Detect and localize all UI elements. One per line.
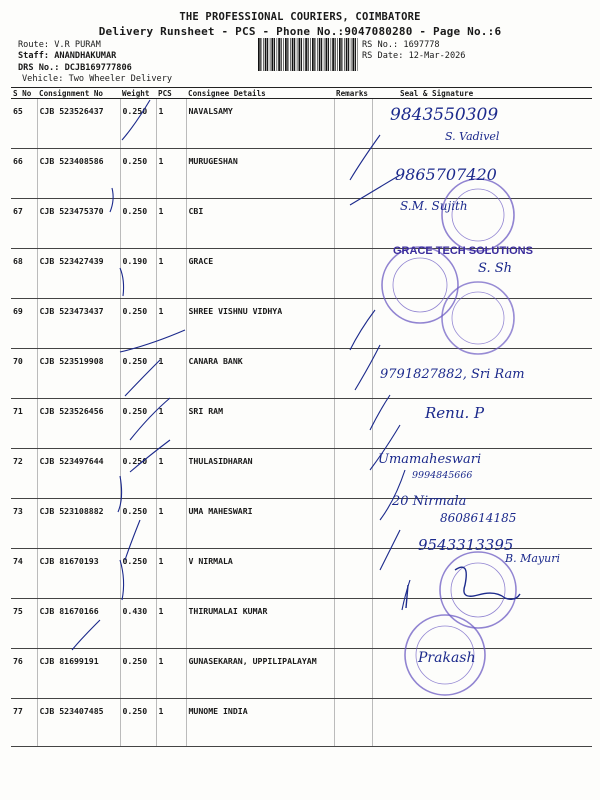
table-row [11,199,592,249]
barcode-bar [258,38,260,71]
pcs-cell: 1 [156,99,186,149]
sno-cell: 66 [11,149,37,199]
barcode-bar [328,38,329,71]
consignment-cell: CJB 81670166 [37,599,120,649]
barcode-bar [267,38,268,71]
barcode-bar [292,38,294,71]
signature-cell [372,99,592,149]
weight-cell: 0.250 [120,699,156,747]
weight-cell: 0.430 [120,599,156,649]
consignment-cell: CJB 81699191 [37,649,120,699]
barcode-bar [263,38,264,71]
barcode-bar [270,38,271,71]
signature-cell [372,249,592,299]
consignee-cell: V NIRMALA [186,549,334,599]
sno-cell: 72 [11,449,37,499]
barcode-bar [344,38,345,71]
barcode-bar [324,38,325,71]
barcode-bar [339,38,341,71]
col-sno: S No [11,88,37,99]
consignee-cell: UMA MAHESWARI [186,499,334,549]
barcode-bar [331,38,332,71]
remarks-cell [334,299,372,349]
barcode-bar [326,38,328,71]
consignment-cell: CJB 523519908 [37,349,120,399]
rs-number: RS No.: 1697778 [362,40,440,50]
consignment-cell: CJB 523526456 [37,399,120,449]
col-signature: Seal & Signature [372,88,592,99]
remarks-cell [334,399,372,449]
signature-cell [372,149,592,199]
barcode-bar [287,38,288,71]
barcode-bar [260,38,261,71]
consignment-cell: CJB 81670193 [37,549,120,599]
sno-cell: 74 [11,549,37,599]
consignment-cell: CJB 523526437 [37,99,120,149]
signature-cell [372,649,592,699]
barcode-bar [348,38,349,71]
signature-cell [372,199,592,249]
hw-sig-73: Umamaheswari [378,452,482,467]
weight-cell: 0.250 [120,399,156,449]
table-header-row [11,88,592,99]
sno-cell: 76 [11,649,37,699]
sno-cell: 73 [11,499,37,549]
company-name: THE PROFESSIONAL COURIERS, COIMBATORE [179,11,421,23]
hw-sig-67: S.M. Sujith [400,199,468,213]
barcode-bar [281,38,282,71]
barcode-bar [355,38,356,71]
signature-cell [372,499,592,549]
hw-phone-66: 9865707420 [395,165,497,184]
barcode-bar [285,38,287,71]
pcs-cell: 1 [156,199,186,249]
table-row [11,599,592,649]
barcode-bar [319,38,321,71]
consignee-cell: NAVALSAMY [186,99,334,149]
pcs-cell: 1 [156,649,186,699]
table-row [11,99,592,149]
barcode-bar [305,38,307,71]
hw-sig-68: S. Sh [478,261,512,276]
remarks-cell [334,449,372,499]
table-row [11,249,592,299]
sno-cell: 68 [11,249,37,299]
pcs-cell: 1 [156,399,186,449]
remarks-cell [334,199,372,249]
remarks-cell [334,549,372,599]
consignee-cell: CANARA BANK [186,349,334,399]
barcode-bar [308,38,309,71]
remarks-cell [334,149,372,199]
consignee-cell: MUNOME INDIA [186,699,334,747]
consignment-cell: CJB 523408586 [37,149,120,199]
barcode-bar [277,38,278,71]
barcode-bar [272,38,274,71]
hw-sig-72: Renu. P [425,404,485,422]
table-row [11,699,592,747]
sno-cell: 70 [11,349,37,399]
remarks-cell [334,99,372,149]
consignment-cell: CJB 523108882 [37,499,120,549]
signature-cell [372,599,592,649]
barcode-bar [312,38,314,71]
barcode [258,38,358,71]
sno-cell: 67 [11,199,37,249]
runsheet-title: Delivery Runsheet - PCS - Phone No.:9047080280 - Page No.:6 [98,25,502,38]
sno-cell: 71 [11,399,37,449]
remarks-cell [334,649,372,699]
weight-cell: 0.250 [120,199,156,249]
signature-cell [372,449,592,499]
pcs-cell: 1 [156,349,186,399]
remarks-cell [334,249,372,299]
hw-phone-71: 9791827882, Sri Ram [380,367,525,382]
vehicle-label: Vehicle: Two Wheeler Delivery [22,74,173,84]
table-row [11,349,592,399]
hw-phone-75: 9543313395 [418,536,514,554]
table-row [11,449,592,499]
col-consignment: Consignment No [37,88,120,99]
consignment-cell: CJB 523475370 [37,199,120,249]
remarks-cell [334,699,372,747]
pcs-cell: 1 [156,299,186,349]
consignment-cell: CJB 523407485 [37,699,120,747]
weight-cell: 0.250 [120,349,156,399]
consignee-cell: MURUGESHAN [186,149,334,199]
consignee-cell: THULASIDHARAN [186,449,334,499]
remarks-cell [334,499,372,549]
remarks-cell [334,599,372,649]
pcs-cell: 1 [156,699,186,747]
barcode-bar [304,38,305,71]
consignee-cell: SHREE VISHNU VIDHYA [186,299,334,349]
consignment-cell: CJB 523427439 [37,249,120,299]
hw-phone-73: 9994845666 [412,470,473,481]
consignment-cell: CJB 523497644 [37,449,120,499]
col-pcs: PCS [156,88,186,99]
table-row [11,549,592,599]
barcode-bar [337,38,338,71]
col-weight: Weight [120,88,156,99]
barcode-bar [332,38,334,71]
barcode-bar [335,38,336,71]
barcode-bar [346,38,348,71]
table-row [11,649,592,699]
signature-cell [372,699,592,747]
consignment-cell: CJB 523473437 [37,299,120,349]
delivery-table [11,87,592,747]
consignee-cell: GUNASEKARAN, UPPILIPALAYAM [186,649,334,699]
sno-cell: 77 [11,699,37,747]
barcode-bar [351,38,352,71]
weight-cell: 0.250 [120,299,156,349]
sno-cell: 65 [11,99,37,149]
weight-cell: 0.250 [120,649,156,699]
table-row [11,499,592,549]
signature-cell [372,349,592,399]
pcs-cell: 1 [156,549,186,599]
signature-cell [372,299,592,349]
route-label: Route: V.R PURAM [18,40,101,50]
weight-cell: 0.250 [120,499,156,549]
pcs-cell: 1 [156,449,186,499]
consignee-cell: CBI [186,199,334,249]
barcode-bar [353,38,355,71]
barcode-bar [299,38,301,71]
barcode-bar [290,38,291,71]
barcode-bar [321,38,322,71]
pcs-cell: 1 [156,499,186,549]
pcs-cell: 1 [156,599,186,649]
barcode-bar [317,38,318,71]
weight-cell: 0.250 [120,99,156,149]
table-row [11,399,592,449]
barcode-bar [278,38,280,71]
hw-phone-65: 9843550309 [390,105,499,125]
hw-sig-65: S. Vadivel [445,130,500,143]
staff-label: Staff: ANANDHAKUMAR [18,51,117,61]
sno-cell: 69 [11,299,37,349]
barcode-bar [301,38,302,71]
consignee-cell: SRI RAM [186,399,334,449]
hw-sig-75: B. Mayuri [505,552,560,565]
barcode-bar [297,38,298,71]
barcode-bar [283,38,284,71]
barcode-bar [314,38,315,71]
barcode-bar [310,38,311,71]
consignee-cell: THIRUMALAI KUMAR [186,599,334,649]
signature-cell [372,399,592,449]
barcode-bar [274,38,275,71]
barcode-bar [341,38,342,71]
remarks-cell [334,349,372,399]
consignee-cell: GRACE [186,249,334,299]
pcs-cell: 1 [156,149,186,199]
hw-sig-74: 20 Nirmala [392,494,467,509]
col-remarks: Remarks [334,88,372,99]
barcode-bar [294,38,295,71]
drs-number: DRS No.: DCJB169777806 [18,63,132,73]
signature-cell [372,549,592,599]
col-consignee: Consignee Details [186,88,334,99]
grace-stamp-text: GRACE TECH SOLUTIONS [393,245,533,257]
barcode-bar [265,38,267,71]
table-row [11,149,592,199]
weight-cell: 0.250 [120,449,156,499]
sno-cell: 75 [11,599,37,649]
pcs-cell: 1 [156,249,186,299]
weight-cell: 0.250 [120,149,156,199]
hw-phone-74: 8608614185 [440,511,517,525]
rs-date: RS Date: 12-Mar-2026 [362,51,466,61]
weight-cell: 0.250 [120,549,156,599]
table-row [11,299,592,349]
weight-cell: 0.190 [120,249,156,299]
hw-sig-77: Prakash [418,650,476,666]
